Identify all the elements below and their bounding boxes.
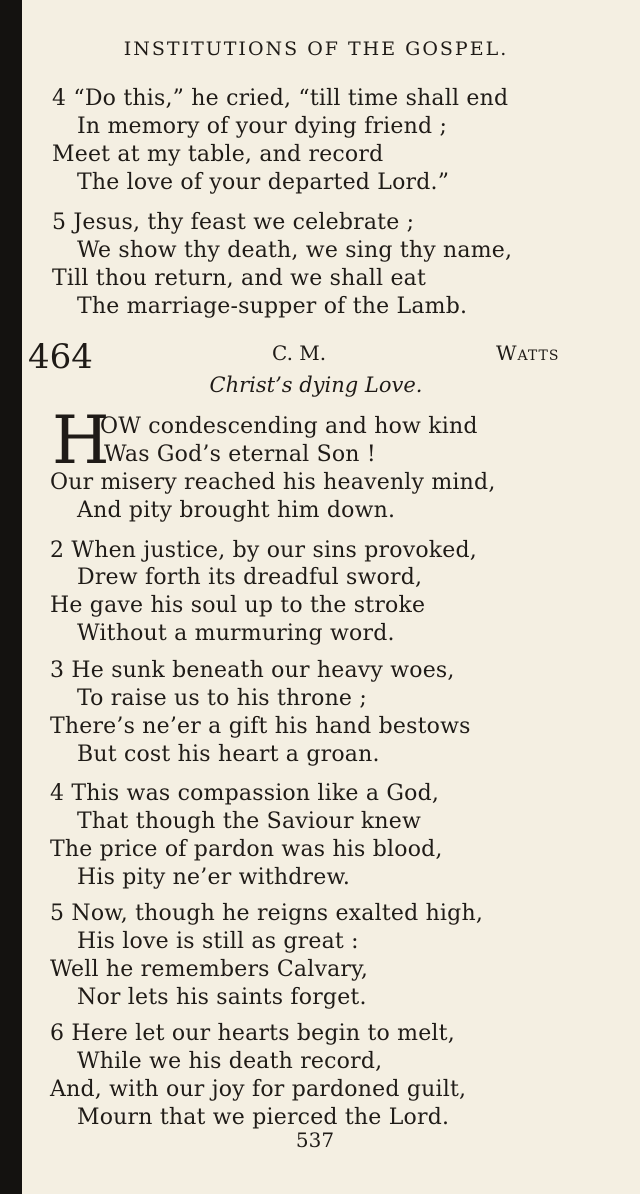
s6-l3: And, with our joy for pardoned guilt, [50,1077,467,1102]
s4-l1: 4 This was compassion like a God, [50,781,440,806]
s3-l4: But cost his heart a groan. [77,742,380,767]
drop-cap: H [52,402,110,479]
s1-l3: Our misery reached his heavenly mind, [50,470,496,495]
hymn-author: Watts [496,341,560,365]
s2-l1: 2 When justice, by our sins provoked, [50,538,477,563]
s3-l2: To raise us to his throne ; [77,686,367,711]
s6-l2: While we his death record, [77,1049,383,1074]
running-header: INSTITUTIONS OF THE GOSPEL. [123,38,509,60]
s1-l4: And pity brought him down. [77,498,396,523]
s5-l3: Well he remembers Calvary, [50,957,369,982]
s4-l2: That though the Saviour knew [77,809,422,834]
s5-l2: His love is still as great : [77,929,359,954]
s2-l3: He gave his soul up to the stroke [50,593,426,618]
prev-s1-l1: 4 “Do this,” he cried, “till time shall end [52,86,509,111]
book-spine-shadow [0,0,22,1194]
s4-l3: The price of pardon was his blood, [50,837,443,862]
s4-l4: His pity ne’er withdrew. [77,865,351,890]
s2-l4: Without a murmuring word. [77,621,395,646]
prev-s1-l2: In memory of your dying friend ; [77,114,448,139]
prev-s2-l1: 5 Jesus, thy feast we celebrate ; [52,210,415,235]
prev-s1-l4: The love of your departed Lord.” [77,170,450,195]
s2-l2: Drew forth its dreadful sword, [77,565,423,590]
hymn-meter: C. M. [272,341,327,365]
s1-l1: OW condescending and how kind [100,414,478,439]
page-number: 537 [295,1128,335,1152]
prev-s2-l3: Till thou return, and we shall eat [52,266,427,291]
s1-l2: Was God’s eternal Son ! [104,442,376,467]
hymn-number: 464 [28,337,93,377]
prev-s2-l4: The marriage-supper of the Lamb. [77,294,468,319]
s6-l1: 6 Here let our hearts begin to melt, [50,1021,455,1046]
prev-s1-l3: Meet at my table, and record [52,142,384,167]
s5-l4: Nor lets his saints forget. [77,985,367,1010]
s3-l1: 3 He sunk beneath our heavy woes, [50,658,455,683]
hymn-title: Christ’s dying Love. [209,373,423,397]
prev-s2-l2: We show thy death, we sing thy name, [77,238,513,263]
s6-l4: Mourn that we pierced the Lord. [77,1105,450,1130]
hymnal-page [22,0,640,1194]
s5-l1: 5 Now, though he reigns exalted high, [50,901,484,926]
s3-l3: There’s ne’er a gift his hand bestows [50,714,471,739]
